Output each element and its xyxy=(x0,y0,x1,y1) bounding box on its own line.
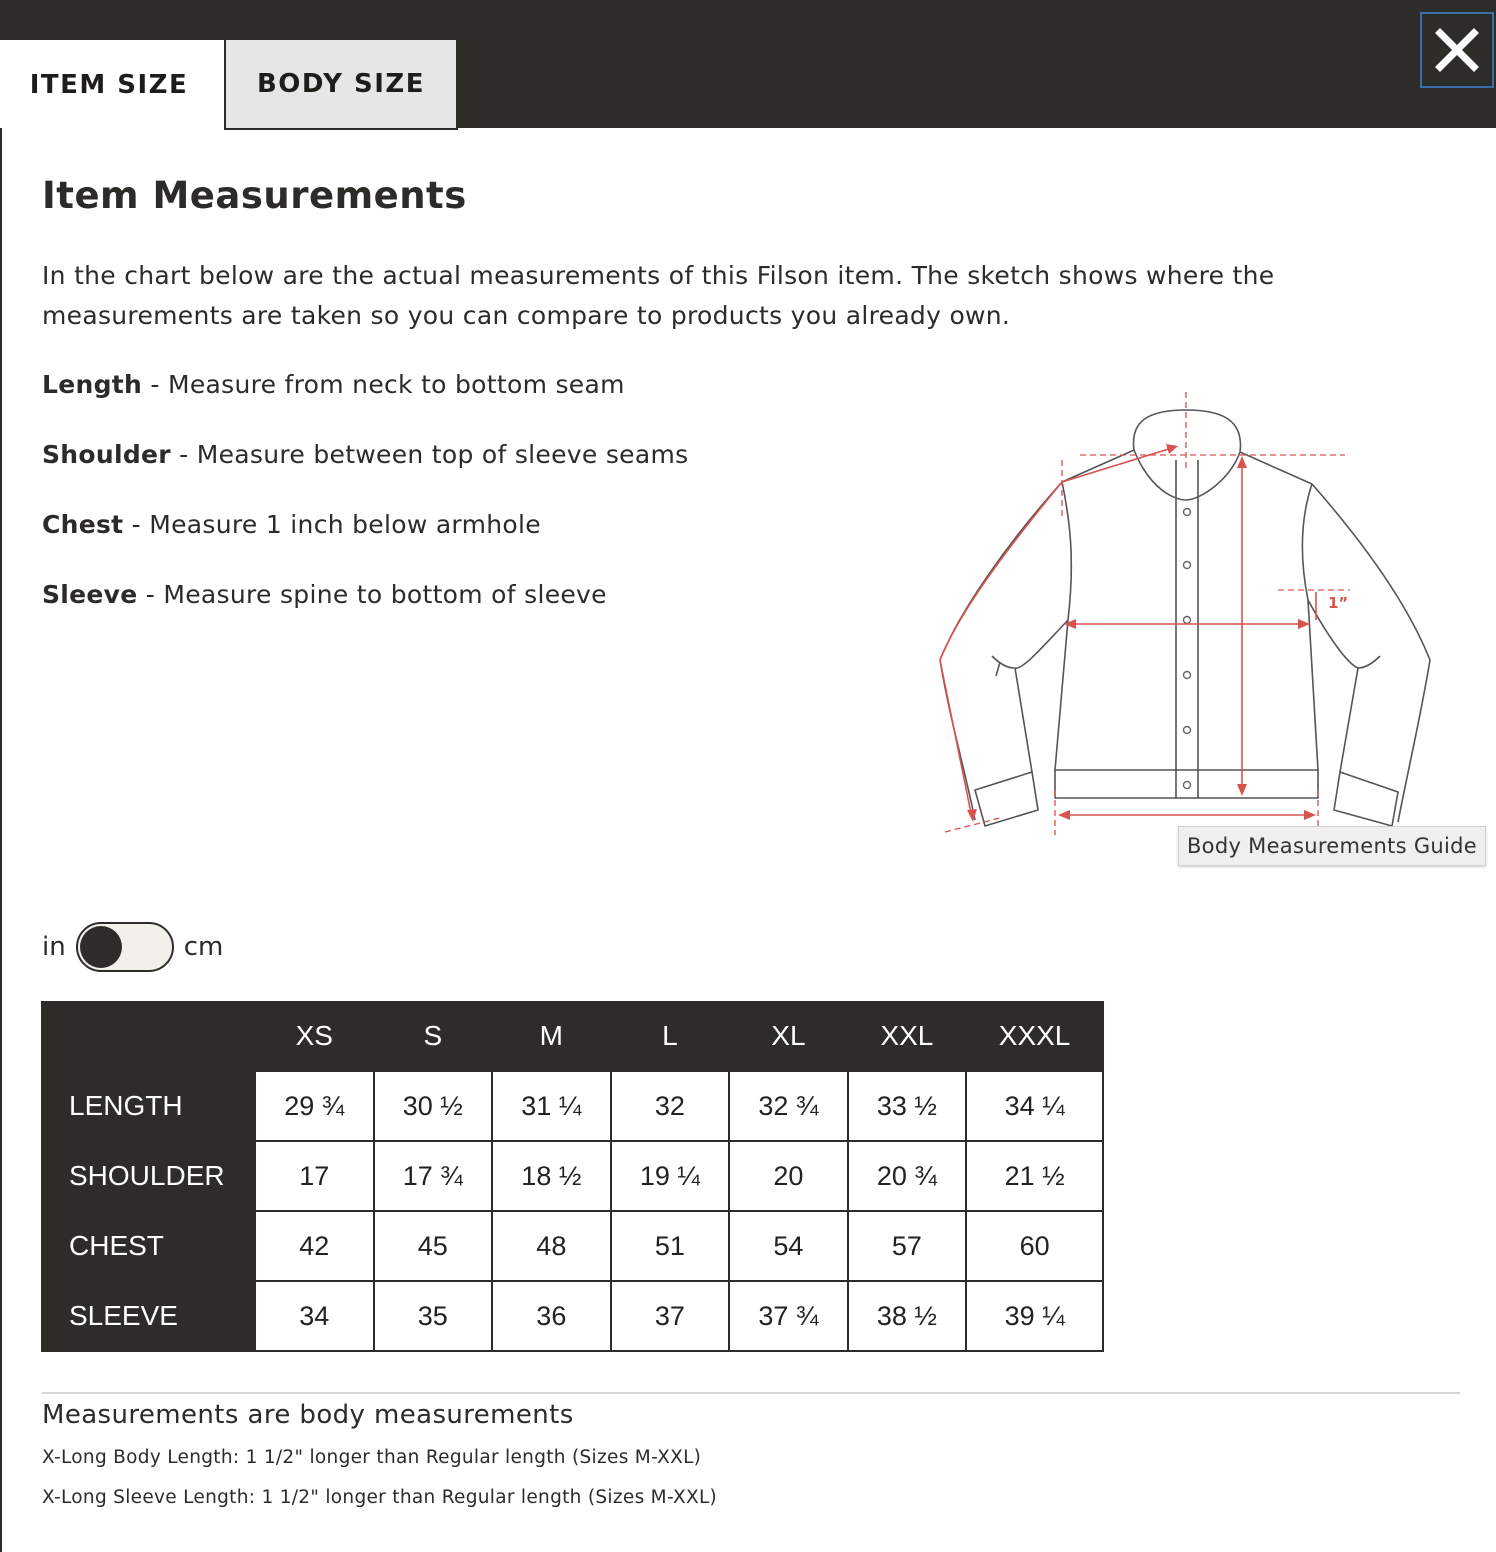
definition-text: - Measure spine to bottom of sleeve xyxy=(137,580,607,609)
table-cell: 51 xyxy=(611,1211,730,1281)
table-cell: 29 ¾ xyxy=(255,1071,374,1141)
size-header: M xyxy=(539,1019,563,1051)
table-cell: 34 ¼ xyxy=(966,1071,1103,1141)
table-cell: 20 ¾ xyxy=(848,1141,967,1211)
table-cell: 60 xyxy=(966,1211,1103,1281)
table-cell: 54 xyxy=(729,1211,848,1281)
row-label: CHEST xyxy=(41,1211,255,1281)
size-header: XXL xyxy=(880,1019,934,1051)
table-cell: 33 ½ xyxy=(848,1071,967,1141)
definition-shoulder xyxy=(42,436,688,506)
tab-body-size[interactable]: BODY SIZE xyxy=(224,40,458,130)
unit-label-in: in xyxy=(42,932,66,962)
sketch-annotation: 1” xyxy=(1328,594,1349,612)
unit-label-cm: cm xyxy=(183,932,224,962)
measurement-definitions xyxy=(42,366,688,646)
table-cell: 18 ½ xyxy=(492,1141,611,1211)
definition-text: - Measure from neck to bottom seam xyxy=(142,370,625,399)
row-label: SLEEVE xyxy=(41,1281,255,1351)
table-cell: 21 ½ xyxy=(966,1141,1103,1211)
size-header: XS xyxy=(295,1019,333,1051)
table-cell: 36 xyxy=(492,1281,611,1351)
section-divider xyxy=(42,1392,1460,1394)
notes-title: Measurements are body measurements xyxy=(42,1400,574,1430)
definition-term: Sleeve xyxy=(42,580,138,609)
table-cell: 34 xyxy=(255,1281,374,1351)
note-line: X-Long Body Length: 1 1/2" longer than Regular length (Sizes M-XXL) xyxy=(42,1447,702,1468)
table-cell: 31 ¼ xyxy=(492,1071,611,1141)
note-line: X-Long Sleeve Length: 1 1/2" longer than Regular length (Sizes M-XXL) xyxy=(42,1487,718,1508)
table-cell: 32 ¾ xyxy=(729,1071,848,1141)
table-cell: 38 ½ xyxy=(848,1281,967,1351)
definition-chest xyxy=(42,506,688,576)
header-corner xyxy=(41,1001,255,1071)
table-cell: 20 xyxy=(729,1141,848,1211)
definition-text: - Measure 1 inch below armhole xyxy=(123,510,541,539)
jacket-measurement-sketch xyxy=(930,385,1450,845)
tab-item-size[interactable]: ITEM SIZE xyxy=(0,40,224,130)
table-row xyxy=(41,1141,1103,1211)
table-cell: 48 xyxy=(492,1211,611,1281)
row-label: SHOULDER xyxy=(41,1141,255,1211)
table-cell: 42 xyxy=(255,1211,374,1281)
size-header: XXXL xyxy=(998,1019,1071,1051)
table-cell: 19 ¼ xyxy=(611,1141,730,1211)
table-cell: 17 xyxy=(255,1141,374,1211)
table-cell: 17 ¾ xyxy=(374,1141,493,1211)
table-cell: 45 xyxy=(374,1211,493,1281)
size-header: S xyxy=(423,1019,443,1051)
table-cell: 57 xyxy=(848,1211,967,1281)
size-header: XL xyxy=(771,1019,806,1051)
row-label: LENGTH xyxy=(41,1071,255,1141)
panel-border xyxy=(0,128,2,1552)
page-title: Item Measurements xyxy=(42,174,467,217)
definition-term: Length xyxy=(42,370,143,399)
table-cell: 37 ¾ xyxy=(729,1281,848,1351)
close-button[interactable] xyxy=(1420,12,1494,88)
definition-text: - Measure between top of sleeve seams xyxy=(170,440,689,469)
close-icon xyxy=(1432,25,1482,75)
table-cell: 32 xyxy=(611,1071,730,1141)
definition-sleeve xyxy=(42,576,688,646)
size-header: L xyxy=(662,1019,678,1051)
definition-term: Chest xyxy=(42,510,124,539)
definition-term: Shoulder xyxy=(42,440,171,469)
size-chart-table xyxy=(41,1001,1104,1352)
intro-text: In the chart below are the actual measurements of this Filson item. The sketch shows where the measurements are taken so you can compare to products you already own. xyxy=(42,261,1275,330)
body-measurements-guide-tooltip: Body Measurements Guide xyxy=(1178,826,1486,866)
unit-toggle[interactable] xyxy=(76,922,174,972)
table-cell: 39 ¼ xyxy=(966,1281,1103,1351)
size-header-row xyxy=(41,1001,1103,1071)
toggle-knob xyxy=(80,926,122,968)
definition-length xyxy=(42,366,688,436)
table-cell: 35 xyxy=(374,1281,493,1351)
table-cell: 37 xyxy=(611,1281,730,1351)
table-row xyxy=(41,1211,1103,1281)
table-row xyxy=(41,1281,1103,1351)
unit-switch xyxy=(42,922,223,972)
table-cell: 30 ½ xyxy=(374,1071,493,1141)
table-row xyxy=(41,1071,1103,1141)
